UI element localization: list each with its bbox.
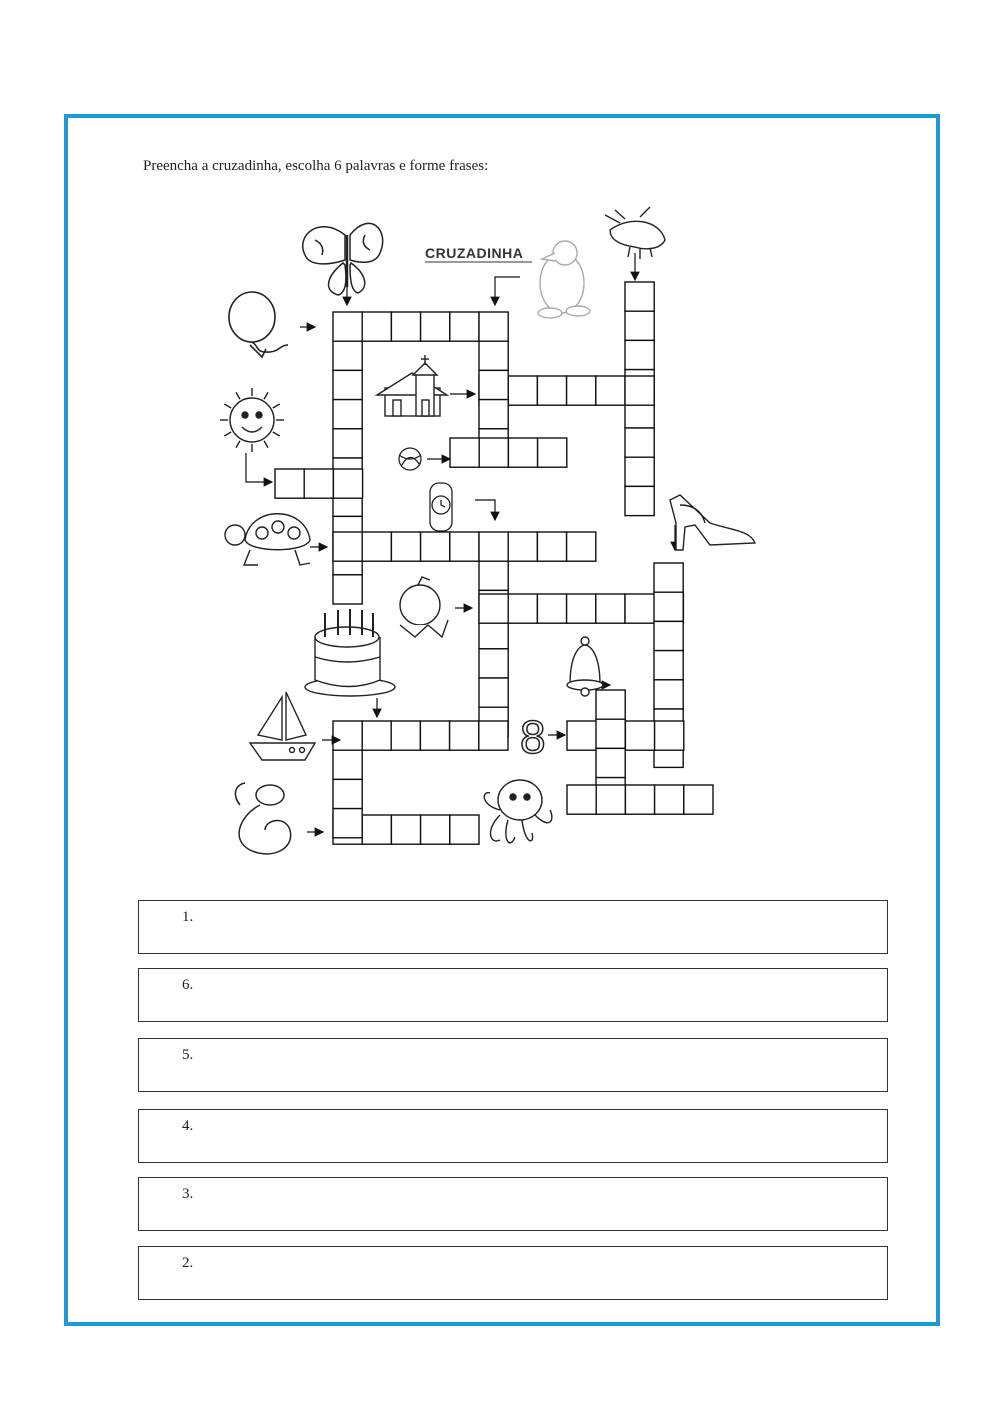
crossword-cell[interactable] bbox=[391, 721, 420, 750]
crossword-cell[interactable] bbox=[450, 532, 479, 561]
crossword-cell[interactable] bbox=[538, 438, 567, 467]
crossword-cell[interactable] bbox=[625, 486, 654, 515]
watch-icon bbox=[430, 483, 452, 531]
instruction-text: Preencha a cruzadinha, escolha 6 palavras e forme frases: bbox=[143, 158, 489, 174]
butterfly-icon bbox=[303, 223, 383, 295]
crossword-cell[interactable] bbox=[684, 785, 713, 814]
crossword-cell[interactable] bbox=[567, 721, 596, 750]
crossword-cell[interactable] bbox=[625, 721, 654, 750]
balloon-icon bbox=[229, 292, 288, 357]
boat-icon bbox=[250, 692, 315, 760]
crossword-cell[interactable] bbox=[391, 532, 420, 561]
crossword-cell[interactable] bbox=[479, 400, 508, 429]
crossword-cell[interactable] bbox=[333, 429, 362, 458]
crossword-cell[interactable] bbox=[479, 721, 508, 750]
answer-number: 2. bbox=[182, 1255, 194, 1271]
crossword-cell[interactable] bbox=[333, 750, 362, 779]
crossword-cell[interactable] bbox=[479, 370, 508, 399]
crossword-cell[interactable] bbox=[655, 721, 684, 750]
crossword-cell[interactable] bbox=[625, 785, 654, 814]
shoe-icon bbox=[670, 495, 755, 550]
crossword-grid bbox=[275, 282, 713, 844]
crossword-cell[interactable] bbox=[479, 438, 508, 467]
crossword-cell[interactable] bbox=[654, 563, 683, 592]
crossword-cell[interactable] bbox=[479, 532, 508, 561]
crossword-cell[interactable] bbox=[333, 341, 362, 370]
crossword-cell[interactable] bbox=[333, 400, 362, 429]
turtle-icon bbox=[225, 514, 310, 565]
crossword-cell[interactable] bbox=[537, 376, 566, 405]
crossword-cell[interactable] bbox=[479, 594, 508, 623]
ball-icon bbox=[399, 448, 421, 470]
snake-icon bbox=[235, 783, 290, 854]
crossword-cell[interactable] bbox=[596, 748, 625, 777]
cake-icon bbox=[305, 609, 395, 696]
answer-number: 1. bbox=[182, 909, 194, 925]
answer-number: 3. bbox=[182, 1186, 194, 1202]
eight-glyph: 8 bbox=[520, 711, 546, 763]
crossword-cell[interactable] bbox=[420, 721, 449, 750]
answer-row-4 bbox=[138, 1109, 888, 1163]
crossword-cell[interactable] bbox=[333, 532, 362, 561]
bell-icon bbox=[567, 637, 603, 696]
crossword-cell[interactable] bbox=[479, 620, 508, 649]
crossword-cell[interactable] bbox=[479, 341, 508, 370]
answer-input[interactable] bbox=[209, 1116, 877, 1154]
crossword-cell[interactable] bbox=[333, 312, 362, 341]
answer-row-3 bbox=[138, 1177, 888, 1231]
answer-number: 6. bbox=[182, 977, 194, 993]
crossword-cell[interactable] bbox=[625, 457, 654, 486]
crossword-cell[interactable] bbox=[421, 815, 450, 844]
orange-icon bbox=[400, 577, 448, 637]
crossword-cell[interactable] bbox=[450, 815, 479, 844]
answer-input[interactable] bbox=[209, 1184, 877, 1222]
crossword-cell[interactable] bbox=[508, 376, 537, 405]
shrimp-icon bbox=[605, 207, 665, 259]
crossword-cell[interactable] bbox=[421, 312, 450, 341]
octopus-icon bbox=[484, 780, 552, 843]
crossword-cell[interactable] bbox=[567, 594, 596, 623]
crossword-cell[interactable] bbox=[654, 621, 683, 650]
answer-input[interactable] bbox=[209, 1253, 877, 1291]
crossword-cell[interactable] bbox=[479, 561, 508, 590]
crossword-cell[interactable] bbox=[625, 311, 654, 340]
crossword-title: CRUZADINHA bbox=[425, 245, 524, 261]
crossword-cell[interactable] bbox=[333, 575, 362, 604]
answer-row-1 bbox=[138, 900, 888, 954]
crossword-cell[interactable] bbox=[479, 678, 508, 707]
crossword-cell[interactable] bbox=[508, 438, 537, 467]
crossword-cell[interactable] bbox=[596, 594, 625, 623]
answer-row-6 bbox=[138, 968, 888, 1022]
answer-row-2 bbox=[138, 1246, 888, 1300]
crossword-cell[interactable] bbox=[596, 719, 625, 748]
crossword-cell[interactable] bbox=[596, 785, 625, 814]
crossword-cell[interactable] bbox=[421, 532, 450, 561]
answer-number: 4. bbox=[182, 1118, 194, 1134]
crossword-cell[interactable] bbox=[654, 680, 683, 709]
crossword-cell[interactable] bbox=[333, 779, 362, 808]
crossword-cell[interactable] bbox=[654, 651, 683, 680]
answer-input[interactable] bbox=[209, 1045, 877, 1083]
crossword-cell[interactable] bbox=[450, 312, 479, 341]
crossword-cell[interactable] bbox=[333, 721, 362, 750]
answer-row-5 bbox=[138, 1038, 888, 1092]
crossword-cell[interactable] bbox=[362, 815, 391, 844]
answer-number: 5. bbox=[182, 1047, 194, 1063]
crossword-cell[interactable] bbox=[450, 721, 479, 750]
crossword-cell[interactable] bbox=[362, 532, 391, 561]
church-icon bbox=[377, 355, 447, 416]
crossword-cell[interactable] bbox=[362, 312, 391, 341]
crossword-cell[interactable] bbox=[567, 532, 596, 561]
crossword-cell[interactable] bbox=[625, 340, 654, 369]
answer-input[interactable] bbox=[209, 975, 877, 1013]
crossword-cell[interactable] bbox=[333, 469, 362, 498]
crossword-cell[interactable] bbox=[596, 690, 625, 719]
crossword-cell[interactable] bbox=[567, 376, 596, 405]
crossword-cell[interactable] bbox=[625, 428, 654, 457]
answer-input[interactable] bbox=[209, 907, 877, 945]
crossword-cell[interactable] bbox=[567, 785, 596, 814]
crossword-cell[interactable] bbox=[596, 376, 625, 405]
crossword-cell[interactable] bbox=[333, 370, 362, 399]
crossword-cell[interactable] bbox=[479, 649, 508, 678]
crossword-cell[interactable] bbox=[479, 312, 508, 341]
crossword-cell[interactable] bbox=[333, 809, 362, 838]
crossword-cell[interactable] bbox=[537, 532, 566, 561]
crossword-cell[interactable] bbox=[391, 815, 420, 844]
crossword-cell[interactable] bbox=[625, 594, 654, 623]
crossword-cell[interactable] bbox=[655, 785, 684, 814]
crossword-cell[interactable] bbox=[537, 594, 566, 623]
crossword-cell[interactable] bbox=[625, 376, 654, 405]
crossword-cell[interactable] bbox=[508, 594, 537, 623]
crossword-cell[interactable] bbox=[450, 438, 479, 467]
crossword-cell[interactable] bbox=[391, 312, 420, 341]
crossword-cell[interactable] bbox=[362, 721, 391, 750]
penguin-icon bbox=[538, 241, 590, 318]
crossword-cell[interactable] bbox=[654, 592, 683, 621]
crossword-cell[interactable] bbox=[275, 469, 304, 498]
crossword-cell[interactable] bbox=[625, 282, 654, 311]
crossword-cell[interactable] bbox=[508, 532, 537, 561]
crossword-puzzle bbox=[210, 205, 770, 870]
sun-icon bbox=[220, 388, 284, 452]
crossword-cell[interactable] bbox=[304, 469, 333, 498]
